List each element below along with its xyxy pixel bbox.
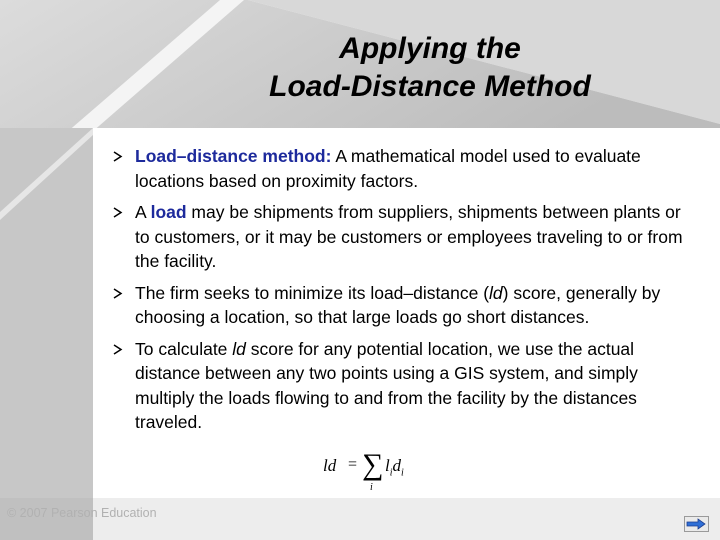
sum-index: i xyxy=(370,482,373,493)
ld-formula xyxy=(323,448,423,496)
formula-equals: = xyxy=(348,456,358,473)
slide-title xyxy=(230,30,630,106)
bullet-text: A mathematical model used to evaluate locations based on proximity factors. xyxy=(135,146,641,191)
title-line-1: Applying the xyxy=(339,32,521,65)
bullet-list xyxy=(112,144,698,442)
ld-italic: ld xyxy=(489,282,503,303)
ld-italic: ld xyxy=(232,338,246,359)
bullet-prefix: A xyxy=(135,202,151,222)
bullet-item xyxy=(112,200,698,274)
arrow-bullet-icon xyxy=(112,288,123,299)
bullet-text: may be shipments from suppliers, shipments between plants or to customers, or it may be customers or employees traveling to or from the facility. xyxy=(135,202,683,271)
bullet-item xyxy=(112,144,698,193)
bullet-text-before: To calculate xyxy=(135,338,233,359)
arrow-bullet-icon xyxy=(112,207,123,218)
bullet-text-after: score for any potential location, we use the actual distance between any two points using a GIS system, and simply multiply the loads flowing to and from the facility by the distances traveled. xyxy=(135,338,638,432)
formula-term-d: d xyxy=(392,456,402,475)
formula-term-l: l xyxy=(385,456,390,475)
copyright-text: © 2007 Pearson Education xyxy=(7,506,157,520)
bullet-text-before: The firm seeks to minimize its load–distance ( xyxy=(135,282,490,303)
background-left-panel xyxy=(0,128,93,540)
bullet-item xyxy=(112,281,698,330)
bullet-text-after: ) score, generally by choosing a location, so that large loads go short distances. xyxy=(135,282,661,327)
arrow-bullet-icon xyxy=(112,151,123,162)
sigma-symbol: ∑ xyxy=(362,448,384,481)
term-load: load xyxy=(150,202,187,222)
term-load-distance-method: Load–distance method: xyxy=(135,146,332,166)
next-arrow-icon[interactable] xyxy=(684,516,709,532)
formula-term-d-sub: i xyxy=(401,467,404,479)
title-line-2: Load-Distance Method xyxy=(269,70,591,103)
formula-rhs xyxy=(385,456,404,478)
arrow-bullet-icon xyxy=(112,344,123,355)
bullet-item xyxy=(112,337,698,435)
formula-term-l-sub: i xyxy=(389,467,393,479)
formula-lhs: ld xyxy=(323,456,337,475)
